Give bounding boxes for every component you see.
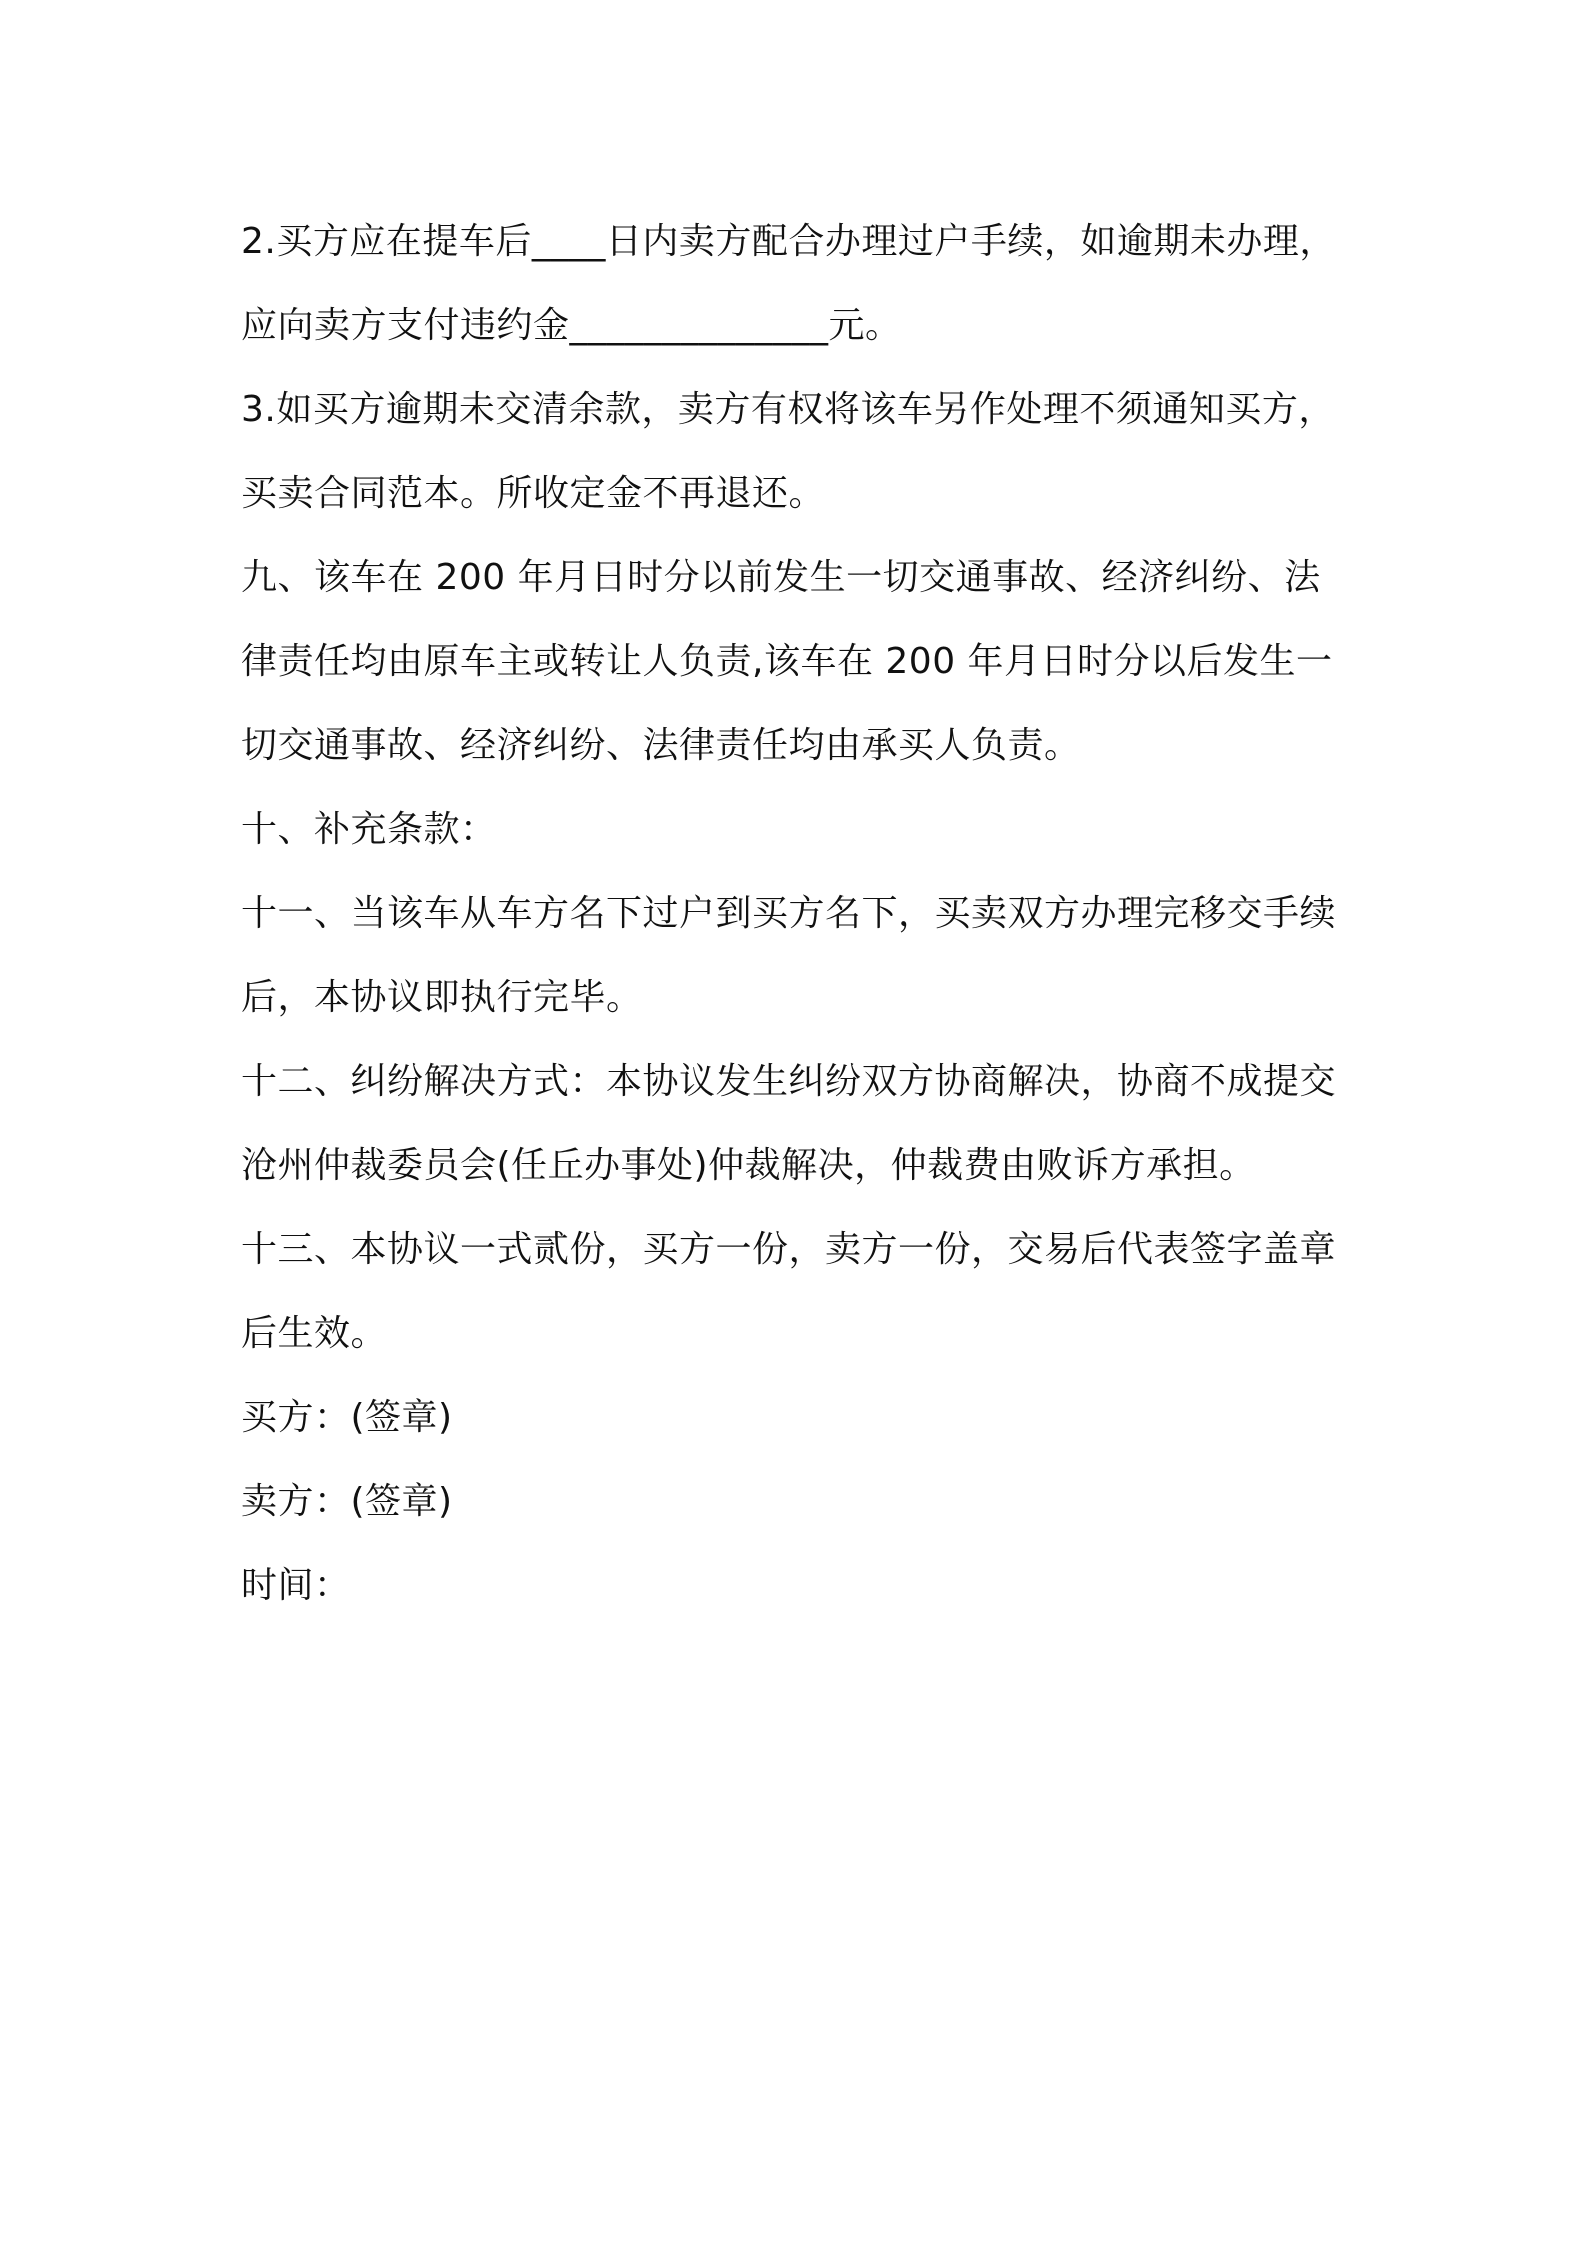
text-line: 十三、本协议一式贰份，买方一份，卖方一份，交易后代表签字盖章 [241,1229,1337,1270]
text-line: 2.买方应在提车后____日内卖方配合办理过户手续，如逾期未办理， [241,221,1336,262]
document-body [241,200,1361,1628]
text-line: 卖方：(签章) [241,1481,453,1522]
article-11-completion [241,872,1361,1040]
text-line: 十、补充条款： [241,809,497,850]
seller-signature-line [241,1460,1361,1544]
text-line: 九、该车在 200 年月日时分以前发生一切交通事故、经济纠纷、法 [241,557,1321,598]
text-line: 十一、当该车从车方名下过户到买方名下，买卖双方办理完移交手续 [241,893,1337,934]
text-line: 应向卖方支付违约金______________元。 [241,305,902,346]
text-line: 律责任均由原车主或转让人负责,该车在 200 年月日时分以后发生一 [241,641,1333,682]
text-line: 沧州仲裁委员会(任丘办事处)仲裁解决，仲裁费由败诉方承担。 [241,1145,1256,1186]
article-10-supplementary-terms [241,788,1361,872]
clause-2-transfer-deadline [241,200,1361,368]
text-line: 切交通事故、经济纠纷、法律责任均由承买人负责。 [241,725,1081,766]
text-line: 后，本协议即执行完毕。 [241,977,643,1018]
text-line: 十二、纠纷解决方式：本协议发生纠纷双方协商解决，协商不成提交 [241,1061,1337,1102]
article-9-liability [241,536,1361,788]
text-line: 买方：(签章) [241,1397,453,1438]
text-line: 后生效。 [241,1313,388,1354]
text-line: 时间： [241,1565,351,1606]
buyer-signature-line [241,1376,1361,1460]
clause-3-overdue-payment [241,368,1361,536]
article-13-copies-and-effect [241,1208,1361,1376]
text-line: 买卖合同范本。所收定金不再退还。 [241,473,826,514]
date-line [241,1544,1361,1628]
text-line: 3.如买方逾期未交清余款，卖方有权将该车另作处理不须通知买方， [241,389,1335,430]
article-12-dispute-resolution [241,1040,1361,1208]
